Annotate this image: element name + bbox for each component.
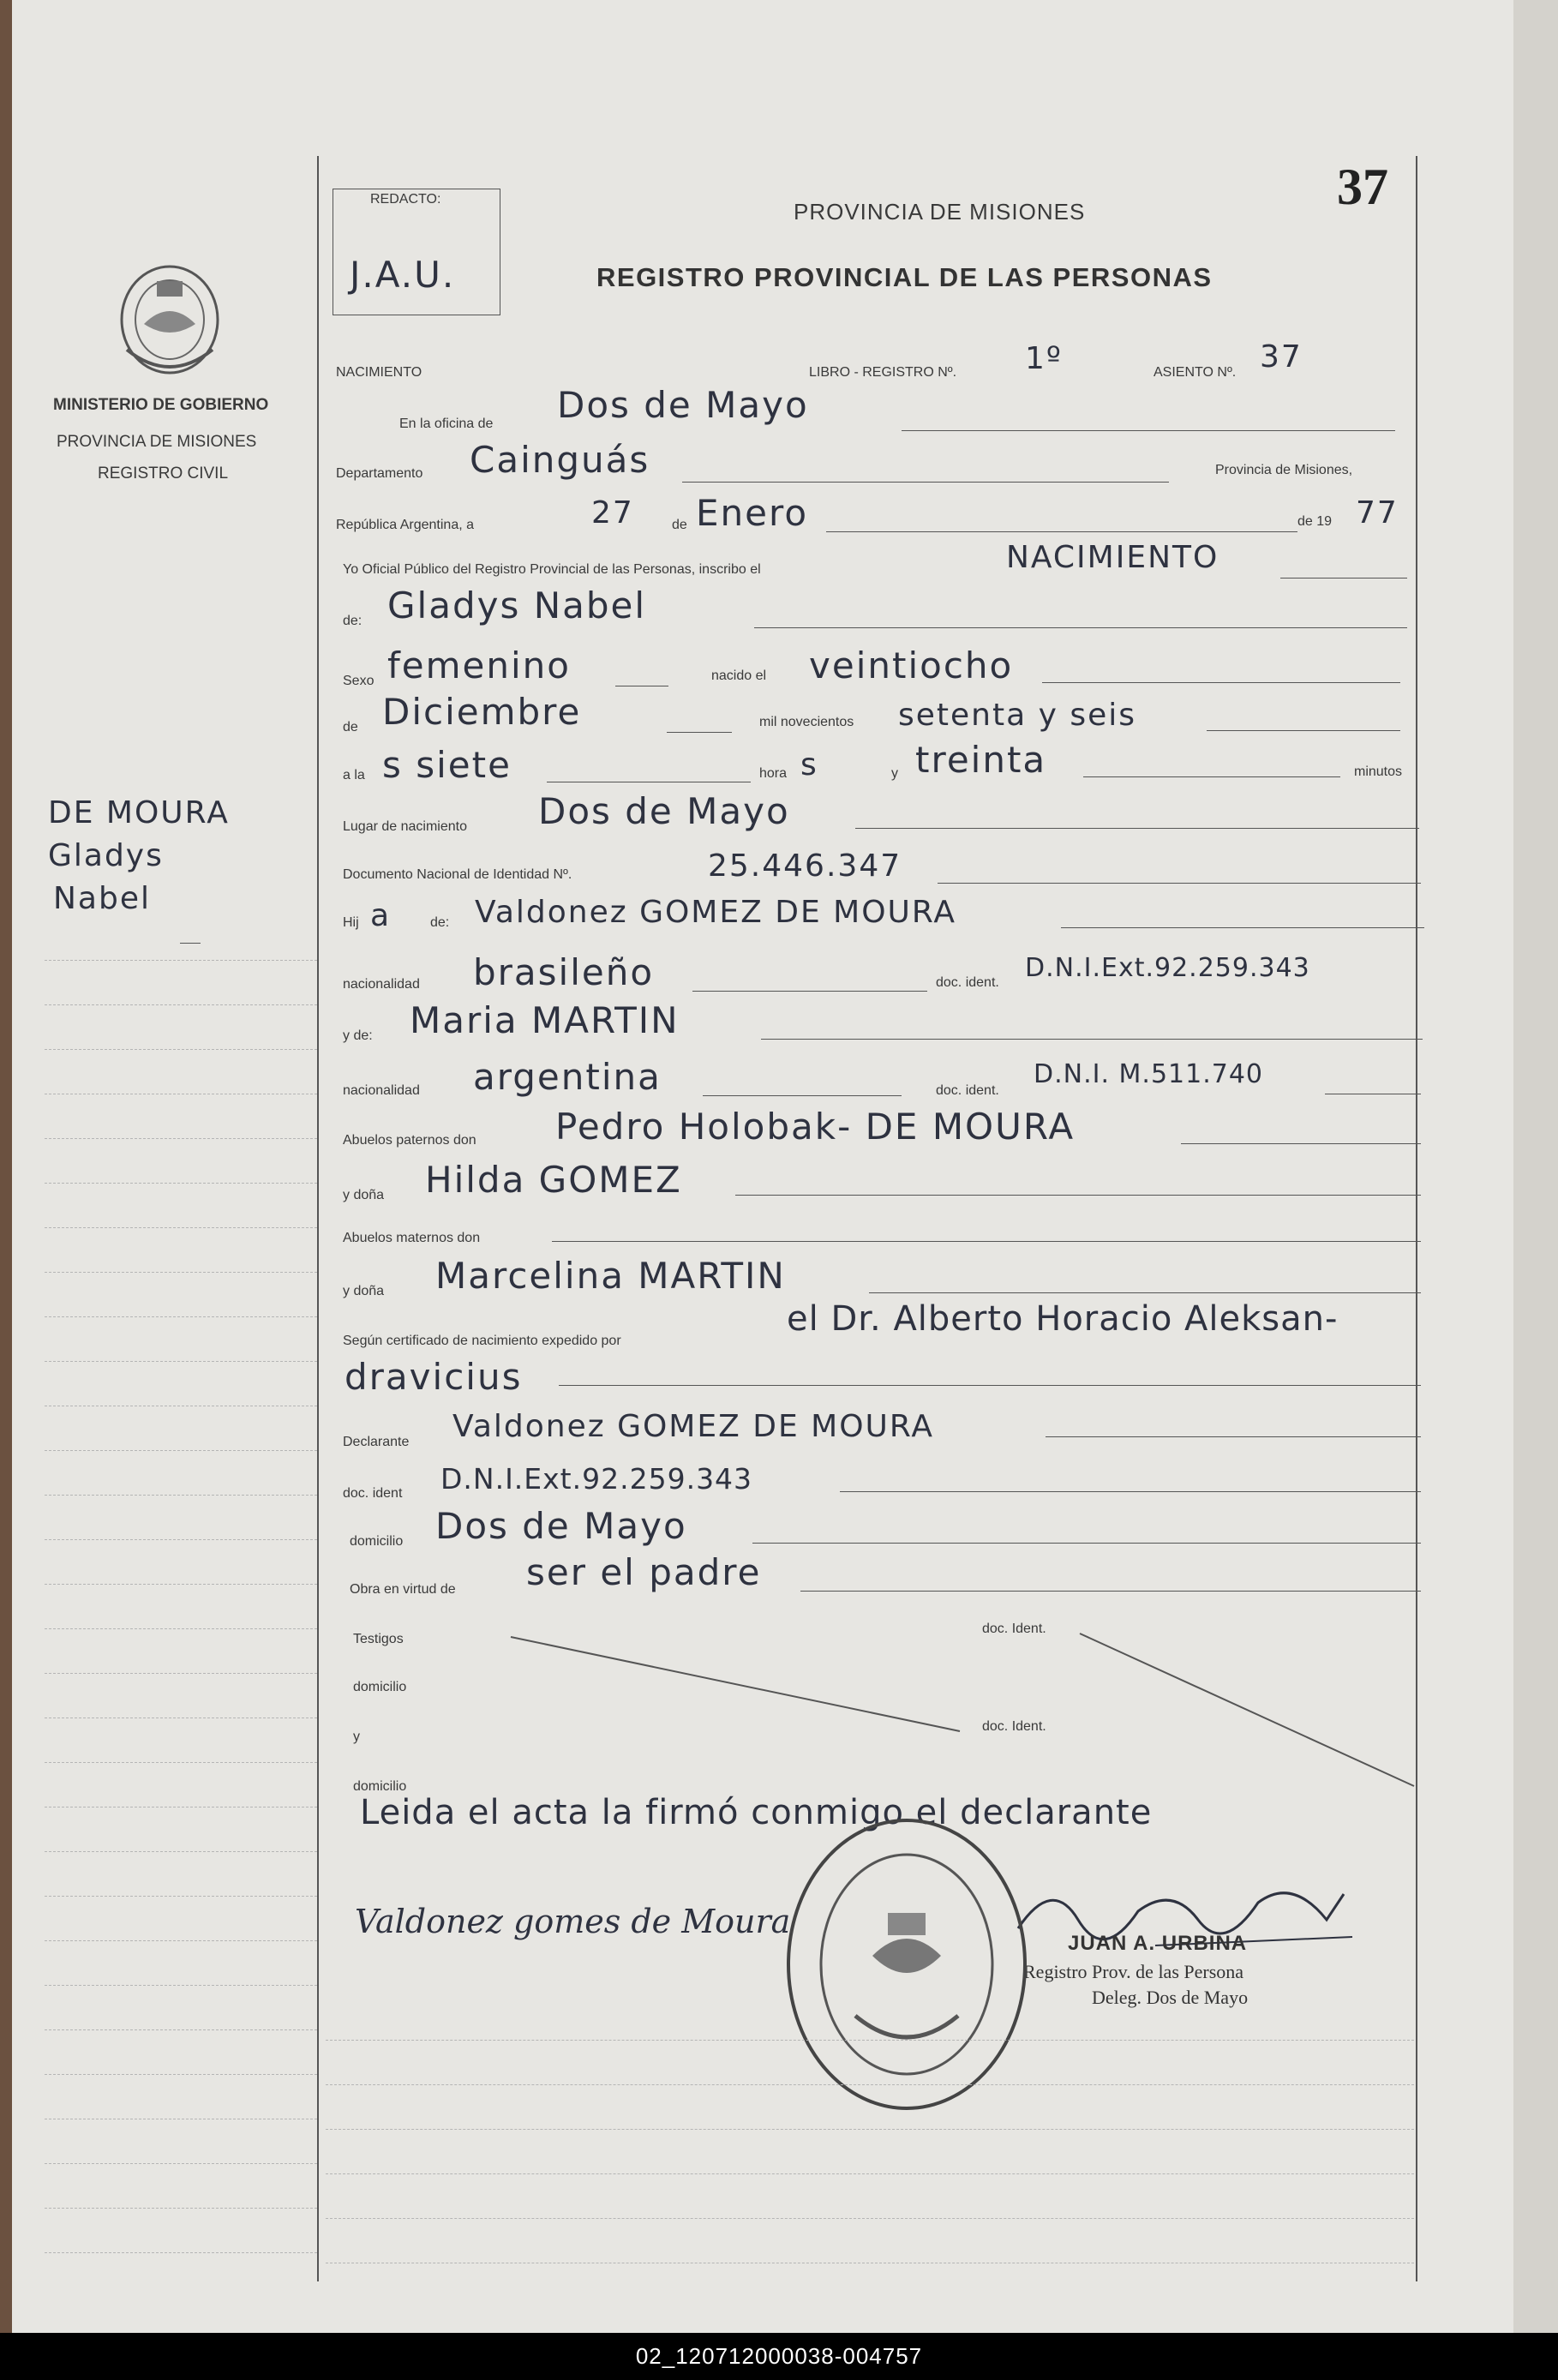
margin-surname: DE MOURA bbox=[48, 795, 230, 830]
libro-label: LIBRO - REGISTRO Nº. bbox=[809, 365, 957, 380]
dona1-value: Hilda GOMEZ bbox=[425, 1159, 682, 1201]
page-edge bbox=[1513, 0, 1558, 2333]
abuelos-paternos-label: Abuelos paternos don bbox=[343, 1133, 476, 1148]
declarante-value: Valdonez GOMEZ DE MOURA bbox=[452, 1409, 935, 1444]
leida-text: Leida el acta la firmó conmigo el declarante bbox=[360, 1793, 1153, 1832]
testigos-strike-lines bbox=[480, 1628, 1423, 1800]
book-binding bbox=[0, 0, 12, 2333]
mes-value: Diciembre bbox=[382, 691, 582, 733]
abuelos-paternos-value: Pedro Holobak- DE MOURA bbox=[555, 1106, 1076, 1148]
domicilio-value: Dos de Mayo bbox=[435, 1505, 687, 1547]
page-title: REGISTRO PROVINCIAL DE LAS PERSONAS bbox=[596, 262, 1213, 292]
domicilio3-label: domicilio bbox=[353, 1779, 407, 1794]
registro-civil-label: REGISTRO CIVIL bbox=[98, 465, 229, 483]
nacimiento-label: NACIMIENTO bbox=[336, 365, 422, 380]
docident3-value: D.N.I.Ext.92.259.343 bbox=[440, 1462, 753, 1496]
asiento-value: 37 bbox=[1260, 339, 1303, 375]
testigos-label: Testigos bbox=[353, 1632, 404, 1646]
segun-value-2: dravicius bbox=[345, 1356, 523, 1398]
lugar-value: Dos de Mayo bbox=[538, 790, 790, 832]
padre-value: Valdonez GOMEZ DE MOURA bbox=[475, 895, 957, 930]
segun-value: el Dr. Alberto Horacio Aleksan- bbox=[787, 1299, 1339, 1339]
margin-firstname: Gladys bbox=[48, 838, 164, 873]
provincia-label: PROVINCIA DE MISIONES bbox=[57, 433, 257, 451]
declarante-label: Declarante bbox=[343, 1435, 410, 1449]
declarante-signature: Valdonez gomes de Moura bbox=[355, 1903, 791, 1940]
docident1-value: D.N.I.Ext.92.259.343 bbox=[1025, 953, 1310, 983]
sexo-label: Sexo bbox=[343, 674, 375, 688]
nacido-label: nacido el bbox=[711, 668, 767, 683]
departamento-label: Departamento bbox=[336, 466, 423, 481]
dona2-label: y doña bbox=[343, 1284, 385, 1298]
dona2-value: Marcelina MARTIN bbox=[435, 1255, 786, 1297]
nacionalidad2-value: argentina bbox=[473, 1056, 662, 1098]
nacionalidad1-label: nacionalidad bbox=[343, 977, 420, 992]
ministerio-label: MINISTERIO DE GOBIERNO bbox=[53, 396, 269, 414]
y-label: y bbox=[891, 766, 898, 781]
nombre-de-label: de: bbox=[343, 614, 363, 628]
oficial-label: Yo Oficial Público del Registro Provincial de las Personas, inscribo el bbox=[343, 562, 761, 577]
minutos-label: minutos bbox=[1354, 764, 1403, 779]
minutos-value: treinta bbox=[915, 739, 1047, 781]
republica-label: República Argentina, a bbox=[336, 518, 474, 532]
madre-value: Maria MARTIN bbox=[410, 999, 680, 1041]
nacionalidad2-label: nacionalidad bbox=[343, 1083, 420, 1098]
nombre-value: Gladys Nabel bbox=[387, 585, 647, 626]
asiento-label: ASIENTO Nº. bbox=[1154, 365, 1237, 380]
horas-label: hora bbox=[759, 766, 788, 781]
anio-value: setenta y seis bbox=[898, 698, 1137, 733]
fecha-de-label: de bbox=[672, 518, 687, 532]
domicilio-label: domicilio bbox=[350, 1534, 404, 1549]
hij-label: Hij bbox=[343, 915, 359, 930]
ala-label: a la bbox=[343, 768, 365, 782]
nacionalidad1-value: brasileño bbox=[473, 951, 655, 993]
image-id-text: 02_120712000038-004757 bbox=[635, 2343, 923, 2369]
sexo-value: femenino bbox=[387, 644, 571, 686]
dni-value: 25.446.347 bbox=[708, 848, 902, 884]
hij-suffix: a bbox=[370, 898, 392, 933]
fecha-day: 27 bbox=[591, 495, 634, 531]
margin-secondname: Nabel bbox=[53, 881, 151, 916]
docident5-label: doc. Ident. bbox=[982, 1719, 1046, 1734]
obra-value: ser el padre bbox=[526, 1551, 762, 1593]
mes-de-label: de bbox=[343, 720, 358, 734]
redacto-box bbox=[333, 189, 500, 315]
fecha-year: 77 bbox=[1356, 495, 1399, 531]
abuelos-maternos-label: Abuelos maternos don bbox=[343, 1231, 481, 1245]
redacto-value: J.A.U. bbox=[350, 254, 456, 296]
official-title: Registro Prov. de las Persona bbox=[1023, 1961, 1244, 1982]
provincia-misiones-label: Provincia de Misiones, bbox=[1215, 463, 1353, 477]
hora-value: s siete bbox=[382, 744, 512, 786]
official-name: JUAN A. URBINA bbox=[1068, 1932, 1248, 1955]
fecha-de19-label: de 19 bbox=[1297, 514, 1333, 529]
docident1-label: doc. ident. bbox=[936, 975, 999, 990]
oficina-value: Dos de Mayo bbox=[557, 384, 809, 426]
image-id-strip bbox=[0, 2333, 1558, 2380]
oficial-value: NACIMIENTO bbox=[1006, 540, 1219, 575]
horas-suffix: s bbox=[800, 747, 818, 782]
departamento-value: Cainguás bbox=[470, 439, 650, 481]
segun-label: Según certificado de nacimiento expedido por bbox=[343, 1334, 621, 1348]
docident3-label: doc. ident bbox=[343, 1486, 403, 1501]
page-number: 37 bbox=[1337, 159, 1388, 215]
nacido-value: veintiocho bbox=[809, 644, 1014, 686]
docident4-label: doc. Ident. bbox=[982, 1622, 1046, 1636]
lugar-label: Lugar de nacimiento bbox=[343, 819, 467, 834]
province-heading: PROVINCIA DE MISIONES bbox=[794, 199, 1086, 225]
madre-label: y de: bbox=[343, 1028, 373, 1043]
provincial-seal-icon bbox=[110, 255, 230, 384]
obra-label: Obra en virtud de bbox=[350, 1582, 456, 1597]
dona1-label: y doña bbox=[343, 1188, 385, 1202]
fecha-month: Enero bbox=[696, 492, 809, 534]
libro-value: 1º bbox=[1025, 341, 1063, 376]
official-stamp-icon bbox=[778, 1810, 1035, 2119]
padre-de-label: de: bbox=[430, 915, 450, 930]
domicilio2-label: domicilio bbox=[353, 1680, 407, 1694]
official-deleg: Deleg. Dos de Mayo bbox=[1092, 1987, 1249, 2008]
redacto-label: REDACTO: bbox=[370, 192, 441, 207]
oficina-label: En la oficina de bbox=[399, 417, 494, 431]
docident2-value: D.N.I. M.511.740 bbox=[1034, 1059, 1264, 1089]
dni-label: Documento Nacional de Identidad Nº. bbox=[343, 867, 572, 882]
docident2-label: doc. ident. bbox=[936, 1083, 999, 1098]
y2-label: y bbox=[353, 1730, 360, 1744]
mil-label: mil novecientos bbox=[759, 715, 854, 729]
